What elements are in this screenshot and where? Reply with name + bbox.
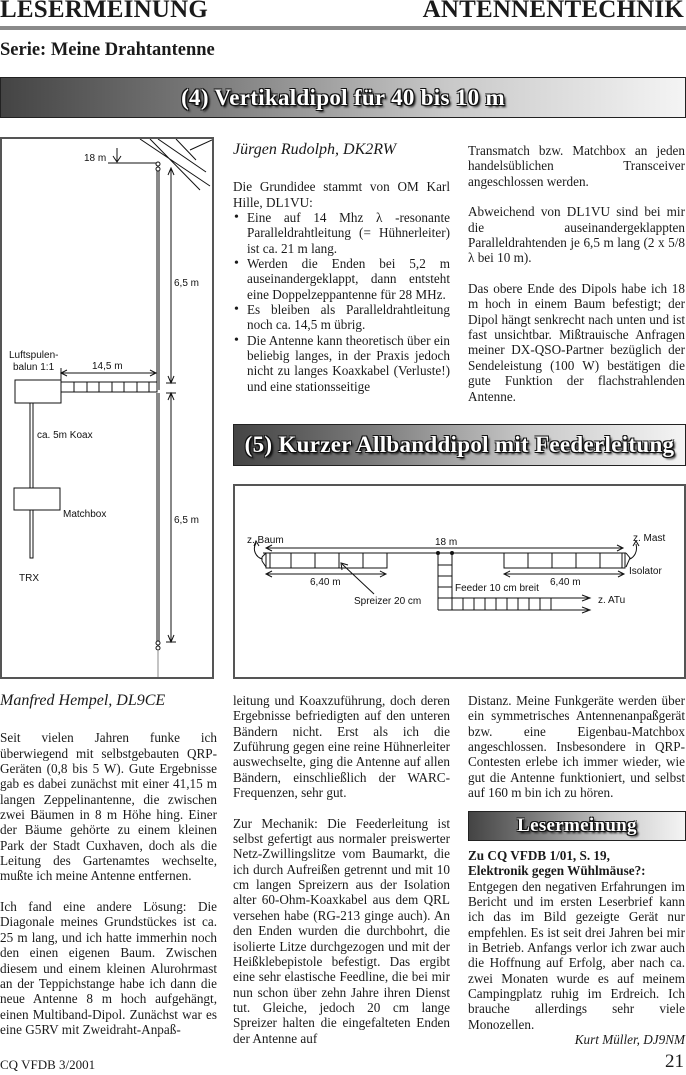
letter-reference-2: Elektronik gegen Wühlmäuse?: <box>468 863 646 879</box>
article5-column-2 <box>233 693 450 1061</box>
paragraph: Das obere Ende des Dipols habe ich 18 m hoch in einem Baum befestigt; der Dipol hängt senkrecht nach unten und ist fast unsichtbar. Mißtrauische Anfragen meiner DX-QSO-Partner bezüglich der Sendeleistung (100 W) bestätigen die gute Funktion der flachstrahlenden Antenne. <box>468 281 685 404</box>
article4-author: Jürgen Rudolph, DK2RW <box>233 141 397 158</box>
label-spreader: Spreizer 20 cm <box>354 596 422 607</box>
paragraph: Seit vielen Jahren funke ich überwiegend mit selbstgebauten QRP-Geräten (0,8 bis 5 W). Gute Ergebnisse gab es dabei zunächst mit einer 41,15 m langen Zeppelinantenne, die zwischen zwei Bäumen in 8 m Höhe hing. Einer der Bäume gehörte zu einem kleinen Park der Stadt Cuxhaven, doch als die Leitung des Gartenamtes wechselte, mußte ich meine Antenne entfernen. <box>0 730 217 884</box>
letter-body: Entgegen den negativen Erfahrungen im Bericht und im ersten Leserbrief kann ich das im Bild gezeigte Gerät nur empfehlen. Es ist seit drei Jahren bei mir in Betrieb. Anfangs verlor ich zwar auch die Hoffnung auf Erfolg, aber nach ca. zwei Monaten wurde es auf meinem Campingplatz ruhig im Erdreich. Ich brauche allerdings sehr viele Monozellen. <box>468 878 685 1032</box>
label-upper-length: 6,5 m <box>174 278 200 289</box>
paragraph: Abweichend von DL1VU sind bei mir die auseinandergeklappten Paralleldrahtenden je 6,5 m lang (2 x 5/8 λ bei 10 m). <box>468 204 685 266</box>
label-feeder: Feeder 10 cm breit <box>455 583 539 594</box>
article4-column-2 <box>468 143 685 419</box>
feeder-dipole-diagram <box>233 484 686 679</box>
label-coax: ca. 5m Koax <box>37 430 93 441</box>
feeder-dipole-drawing <box>235 486 684 677</box>
label-left-length: 6,40 m <box>310 577 341 588</box>
section-header-right: ANTENNENTECHNIK <box>422 0 684 23</box>
letter-banner <box>468 811 686 841</box>
label-lower-length: 6,5 m <box>174 515 200 526</box>
bullet-item: • Eine auf 14 Mhz λ -resonante Paralleldrahtleitung (= Hühnerleiter) ist ca. 21 m lang. <box>247 210 450 256</box>
letter-signature: Kurt Müller, DJ9NM <box>574 1032 685 1048</box>
label-balun-2: balun 1:1 <box>13 362 55 373</box>
label-trx: TRX <box>19 573 39 584</box>
vertical-dipole-drawing <box>2 139 212 677</box>
footer-issue: CQ VFDB 3/2001 <box>0 1057 96 1072</box>
letter-title: Lesermeinung <box>517 815 637 836</box>
article4-title: (4) Vertikaldipol für 40 bis 10 m <box>181 84 505 110</box>
paragraph: Zur Mechanik: Die Feederleitung ist selbst gefertigt aus normaler preiswerter Netz-Zwillingslitze vom Baumarkt, die ich durch Aufreißen getrennt und mit 10 cm langen Spreizern aus der Isolation alter 60-Ohm-Koaxkabel aus dem QRL versehen habe (RG-213 ginge auch). An den Enden wurden die durchbohrt, die isolierte Litze durchgezogen und mit der Heißklebepistole befestigt. Das ergibt eine sehr elastische Feedline, die bei mir nun schon über zehn Jahre ihren Dienst tut. Gleiche, jedoch 20 cm lange Spreizer halten die eingefalteten Enden der Antenne auf <box>233 815 450 1046</box>
label-tree: z. Baum <box>247 535 284 546</box>
paragraph: Ich fand eine andere Lösung: Die Diagonale meines Grundstückes ist ca. 25 m lang, und ich hatte immerhin noch den einen eigenen Baum. Zwischen diesem und einem kleinen Alurohrmast an der Teppichstange habe ich dann die neue Antenne 8 m hoch aufgehängt, einen Multiband-Dipol. Zunächst war es eine G5RV mit Zweidraht-Anpaß- <box>0 899 217 1037</box>
article4-intro: Die Grundidee stammt von OM Karl Hille, DL1VU: <box>233 179 450 210</box>
letter-reference-1: Zu CQ VFDB 1/01, S. 19, <box>468 848 610 863</box>
paragraph: Transmatch bzw. Matchbox an jeden handelsüblichen Transceiver angeschlossen werden. <box>468 143 685 189</box>
article5-column-1 <box>0 693 217 1053</box>
article4-column-1 <box>233 142 450 394</box>
article4-bullets <box>233 210 450 394</box>
section-header-left: LESERMEINUNG <box>0 0 208 23</box>
label-ladder-length: 14,5 m <box>92 361 123 372</box>
article4-banner <box>0 77 686 118</box>
letter-column <box>468 848 685 1047</box>
vertical-dipole-diagram <box>0 137 214 679</box>
bullet-item: • Es bleiben als Paralleldrahtleitung noch ca. 14,5 m übrig. <box>247 302 450 333</box>
tree-branches <box>140 139 212 190</box>
label-right-length: 6,40 m <box>550 577 581 588</box>
header-rule <box>0 26 686 30</box>
bullet-item: • Die Antenne kann theoretisch über ein beliebig langes, in der Praxis jedoch nicht zu langes Koaxkabel (Verluste!) und eine stationsseitige <box>247 333 450 394</box>
label-height: 18 m <box>84 153 107 164</box>
label-atu: z. ATu <box>598 595 626 606</box>
label-mast: z. Mast <box>633 533 666 544</box>
page-number: 21 <box>665 1051 684 1072</box>
article5-column-3 <box>468 693 685 816</box>
label-balun-1: Luftspulen- <box>9 350 59 361</box>
label-matchbox: Matchbox <box>63 509 107 520</box>
paragraph: Distanz. Meine Funkgeräte werden über ein symmetrisches Antennenanpaßgerät bzw. eine Eigenbau-Matchbox angeschlossen. Insbesondere in QRP-Contesten erlebe ich immer wieder, wie gut die Antenne funktioniert, und selbst auf 160 m bin ich zu hören. <box>468 693 685 801</box>
article5-title: (5) Kurzer Allbanddipol mit Feederleitung <box>244 432 675 457</box>
article5-banner <box>233 424 686 466</box>
label-isolator: Isolator <box>629 566 662 577</box>
article5-author: Manfred Hempel, DL9CE <box>0 692 166 709</box>
paragraph: leitung und Koaxzuführung, doch deren Ergebnisse befriedigten auf den unteren Bändern nicht. Erst als ich die Zuführung gegen eine reine Hühnerleiter auswechselte, ging die Antenne auf allen Bändern, einschließlich der WARC-Frequenzen, sehr gut. <box>233 693 450 801</box>
series-title: Serie: Meine Drahtantenne <box>0 40 215 60</box>
bullet-item: • Werden die Enden bei 5,2 m auseinandergeklappt, dann entsteht eine Doppelzeppantenne für 28 MHz. <box>247 256 450 302</box>
label-total-length: 18 m <box>435 537 458 548</box>
